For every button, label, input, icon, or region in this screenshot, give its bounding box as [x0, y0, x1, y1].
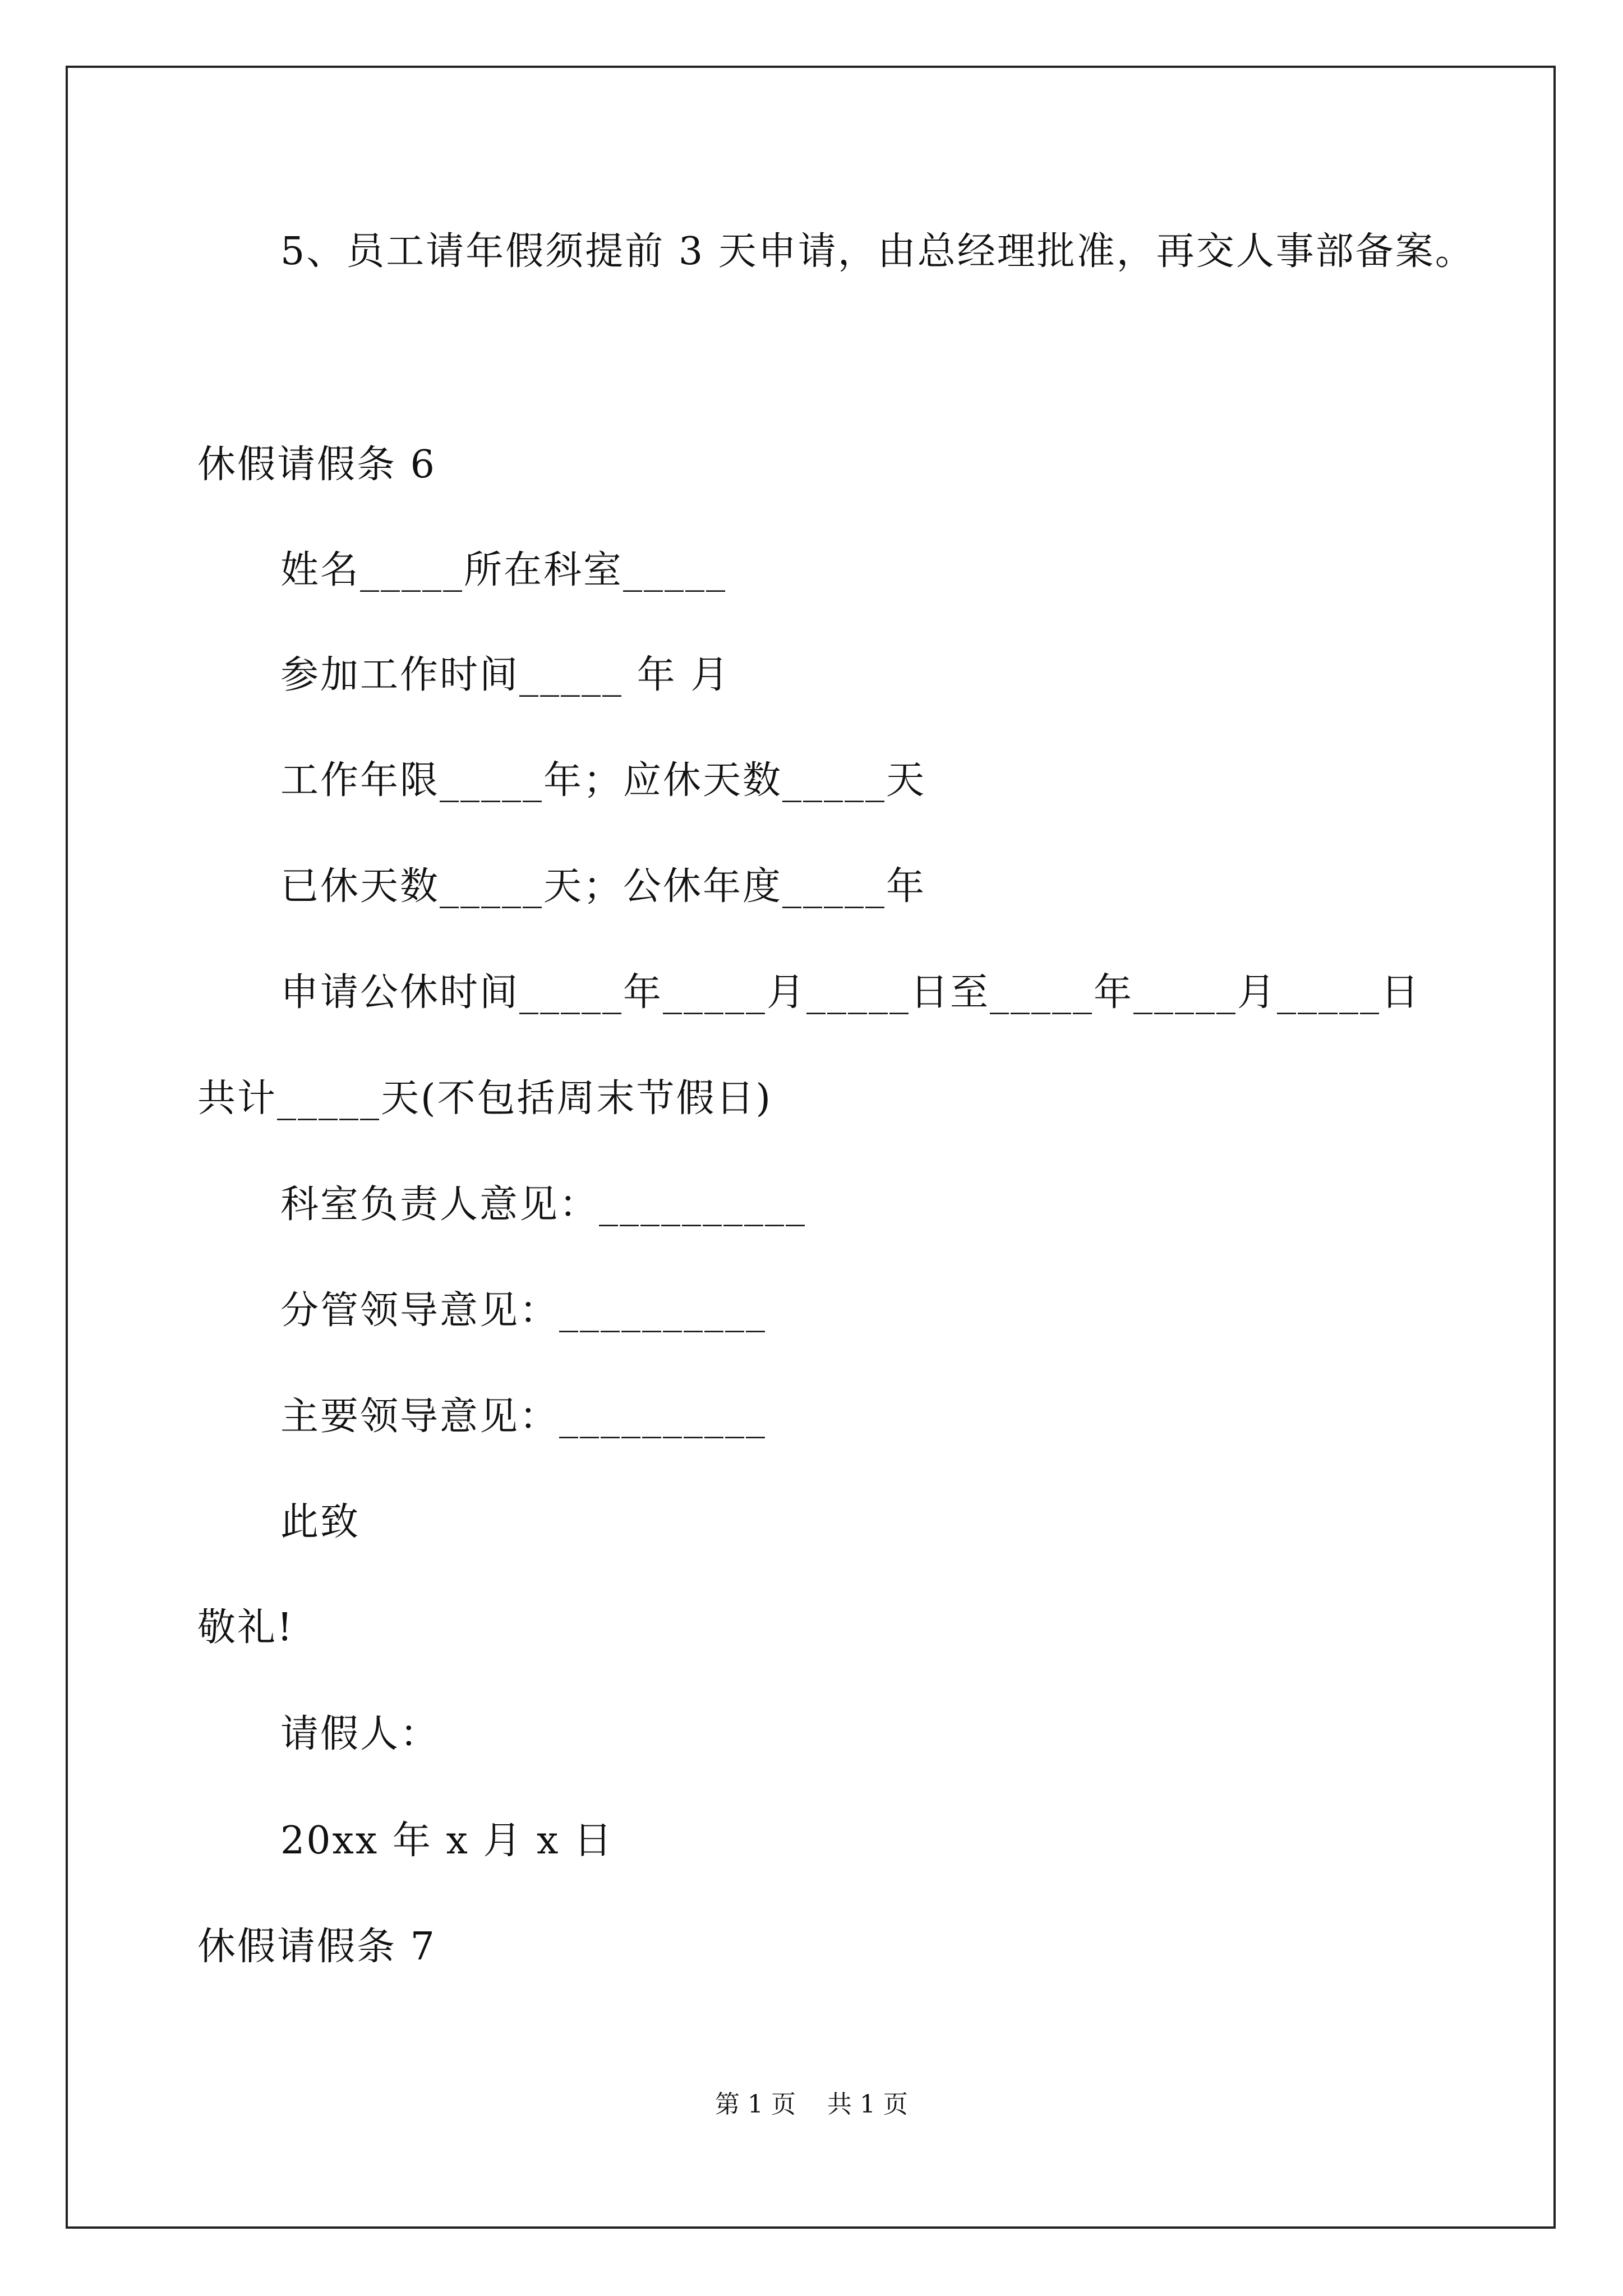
total-days-line: 共计_____天(不包括周末节假日): [197, 1076, 773, 1121]
date-line: 20xx 年 x 月 x 日: [280, 1819, 614, 1863]
leave-period-line: 申请公休时间_____年_____月_____日至_____年_____月_____日: [280, 970, 1421, 1015]
section-heading-6: 休假请假条 6: [197, 443, 436, 487]
closing-jingli: 敬礼!: [197, 1605, 294, 1650]
page-border: [66, 66, 1556, 2229]
taken-days-line: 已休天数_____天；公休年度_____年: [280, 864, 926, 909]
applicant-line: 请假人：: [280, 1712, 440, 1756]
page-footer: 第 1 页 共 1 页: [715, 2090, 908, 2119]
work-start-line: 参加工作时间_____ 年 月: [280, 653, 731, 697]
supervisor-opinion-line: 分管领导意见：__________: [280, 1289, 767, 1333]
main-leader-opinion-line: 主要领导意见：__________: [280, 1395, 767, 1439]
work-years-line: 工作年限_____年；应休天数_____天: [280, 758, 926, 803]
dept-head-opinion-line: 科室负责人意见：__________: [280, 1182, 807, 1227]
name-department-line: 姓名_____所在科室_____: [280, 548, 727, 592]
rule-paragraph: 5、员工请年假须提前 3 天申请，由总经理批准，再交人事部备案。: [280, 229, 1475, 274]
closing-cizhi: 此致: [280, 1500, 361, 1544]
section-heading-7: 休假请假条 7: [197, 1925, 436, 1969]
